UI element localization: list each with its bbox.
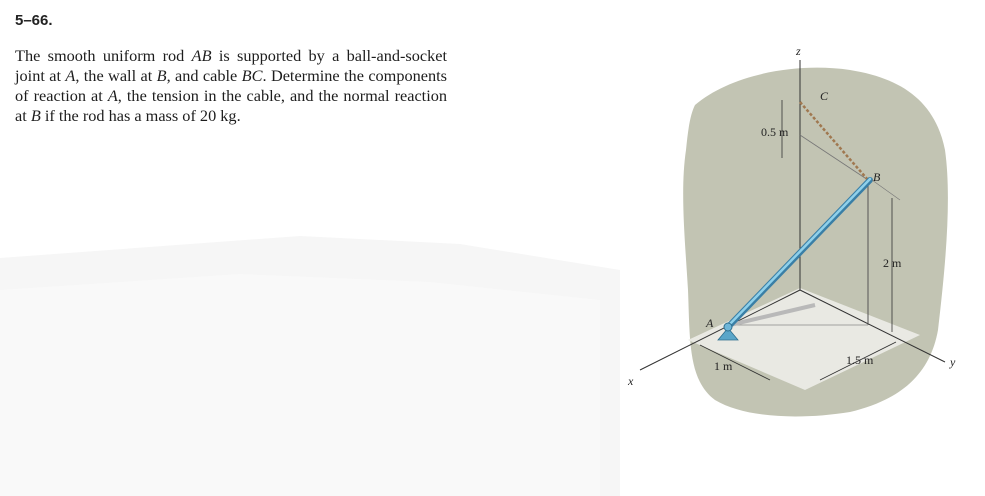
- label-height: 2 m: [883, 256, 902, 270]
- label-x-dim: 1 m: [714, 359, 733, 373]
- problem-text-symbol: A: [65, 66, 76, 85]
- problem-text-segment: , and cable: [166, 66, 242, 85]
- problem-text-segment: , the tension in the cable, and the normal reaction at: [15, 86, 447, 125]
- problem-text-symbol: AB: [191, 46, 212, 65]
- label-y-dim: 1.5 m: [846, 353, 874, 367]
- label-a: A: [706, 316, 714, 330]
- label-y: y: [950, 355, 956, 369]
- problem-text-symbol: BC: [241, 66, 263, 85]
- problem-text-segment: The smooth uniform rod: [15, 46, 192, 65]
- label-z: z: [796, 44, 801, 58]
- problem-text-symbol: B: [30, 106, 41, 125]
- problem-text-segment: is supported by a ball-and-socket joint at: [15, 46, 447, 85]
- problem-text-segment: . Determine the components of reaction at: [15, 66, 447, 105]
- problem-text-segment: , the wall at: [75, 66, 157, 85]
- label-x: x: [628, 374, 634, 388]
- label-b: B: [873, 170, 881, 184]
- label-c: C: [820, 89, 829, 103]
- problem-number: 5–66.: [15, 12, 53, 29]
- ball-joint-a: [724, 323, 732, 331]
- problem-text-segment: if the rod has a mass of 20 kg.: [40, 106, 241, 125]
- label-offset: 0.5 m: [761, 125, 789, 139]
- rod-figure: [600, 40, 985, 496]
- background-smudge: [0, 230, 620, 496]
- problem-text-symbol: A: [107, 86, 118, 105]
- problem-text-symbol: B: [156, 66, 167, 85]
- problem-statement: [15, 46, 447, 126]
